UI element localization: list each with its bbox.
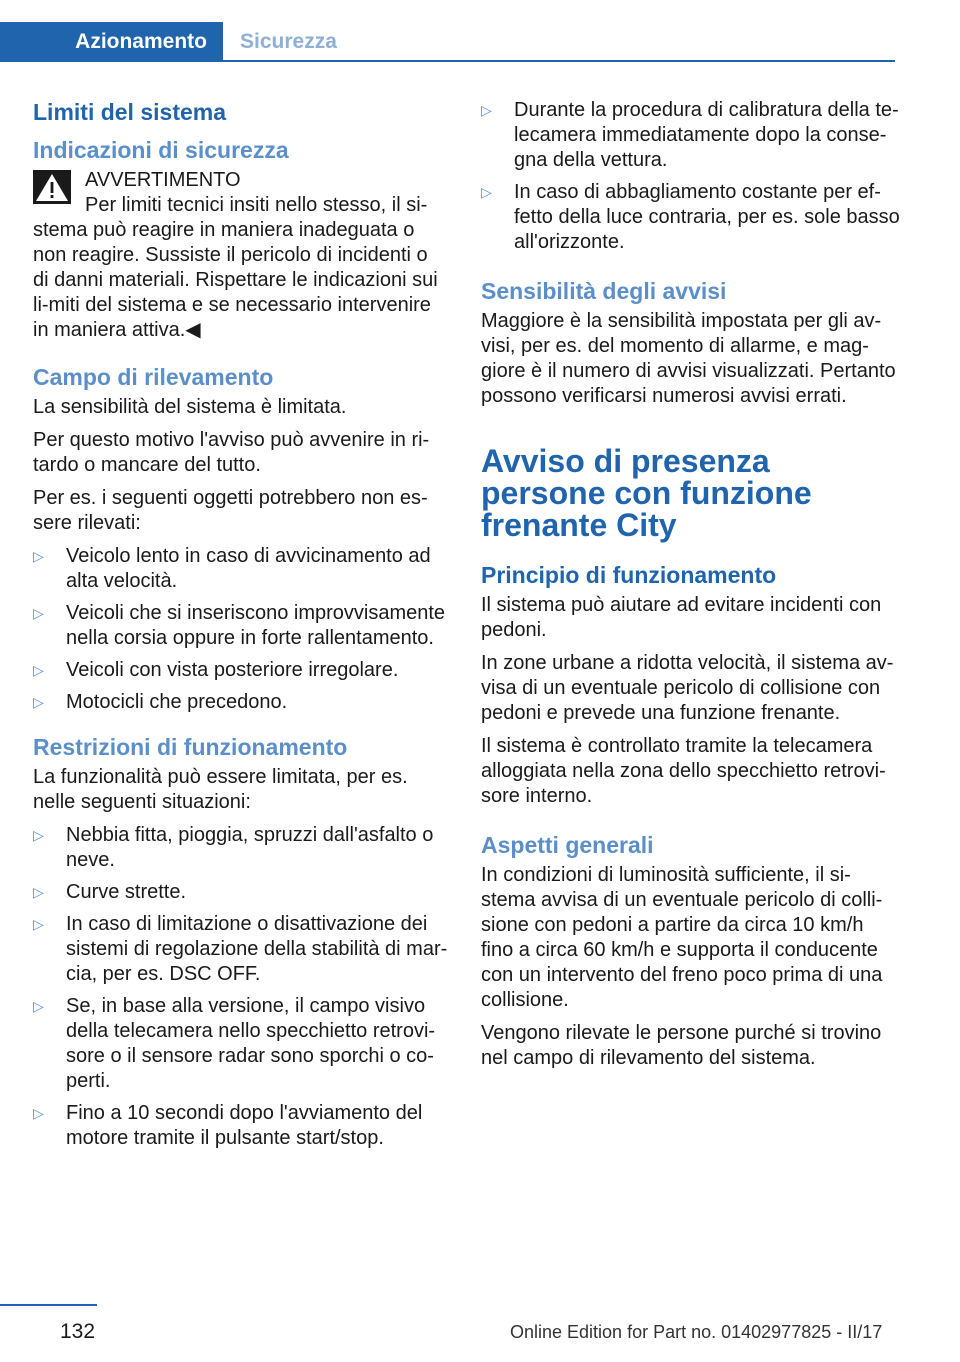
footer-divider <box>0 1304 97 1306</box>
paragraph: In zone urbane a ridotta velocità, il sistema av-visa di un eventuale pericolo di collisione con pedoni e prevede una funzione frenante. <box>481 652 894 724</box>
header-bar <box>0 0 960 62</box>
heading-system-limits: Limiti del sistema <box>33 99 227 125</box>
paragraph: Il sistema è controllato tramite la telecamera alloggiata nella zona dello specchietto retrovi-sore interno. <box>481 735 886 807</box>
warning-box <box>33 168 448 343</box>
list-item: ▷ Veicoli che si inseriscono improvvisamente nella corsia oppure in forte rallentamento. <box>33 602 446 649</box>
list-restrictions <box>33 823 448 1151</box>
paragraph: In condizioni di luminosità sufficiente, il si-stema avvisa di un eventuale pericolo di colli-sione con pedoni a partire da circa 10 km/h fino a circa 60 km/h e supporta il conducente con un intervento del freno poco prima di una collisione. <box>481 864 883 1011</box>
list-item: ▷ In caso di abbagliamento costante per ef-fetto della luce contraria, per es. sole basso all'orizzonte. <box>481 181 900 253</box>
list-item: ▷ Se, in base alla versione, il campo visivo della telecamera nello specchietto retrovi-sore o il sensore radar sono sporchi o co-perti. <box>33 995 436 1092</box>
warning-title: AVVERTIMENTO <box>85 169 241 191</box>
list-item: ▷ Motocicli che precedono. <box>33 691 288 713</box>
triangle-bullet-icon: ▷ <box>33 605 44 621</box>
heading-pedestrian-warning: Avviso di presenza persone con funzione frenante City <box>481 443 812 543</box>
paragraph: La funzionalità può essere limitata, per es. nelle seguenti situazioni: <box>33 766 408 813</box>
right-column <box>481 98 901 1079</box>
tab-azionamento[interactable]: Azionamento <box>0 22 223 62</box>
list-item: ▷ Veicolo lento in caso di avvicinamento ad alta velocità. <box>33 545 431 592</box>
page-number: 132 <box>60 1320 96 1343</box>
triangle-bullet-icon: ▷ <box>33 998 44 1014</box>
triangle-bullet-icon: ▷ <box>33 884 44 900</box>
paragraph: Maggiore è la sensibilità impostata per gli av-visi, per es. del momento di allarme, e mag-giore è il numero di avvisi visualizzati. Pertanto possono verificarsi numerosi avvisi errati. <box>481 310 896 407</box>
tab-sicurezza[interactable]: Sicurezza <box>240 30 337 53</box>
triangle-bullet-icon: ▷ <box>33 662 44 678</box>
paragraph: Per questo motivo l'avviso può avvenire in ri-tardo o mancare del tutto. <box>33 429 430 476</box>
list-restrictions-continued <box>481 98 901 255</box>
heading-general-aspects: Aspetti generali <box>481 832 654 858</box>
list-item: ▷ Curve strette. <box>33 881 187 903</box>
list-undetected-objects <box>33 544 448 715</box>
paragraph: Il sistema può aiutare ad evitare incidenti con pedoni. <box>481 594 882 641</box>
paragraph: La sensibilità del sistema è limitata. <box>33 396 347 418</box>
heading-safety-notes: Indicazioni di sicurezza <box>33 137 289 163</box>
triangle-bullet-icon: ▷ <box>481 102 492 118</box>
heading-warning-sensitivity: Sensibilità degli avvisi <box>481 278 727 304</box>
list-item: ▷ Fino a 10 secondi dopo l'avviamento del motore tramite il pulsante start/stop. <box>33 1102 423 1149</box>
heading-detection-range: Campo di rilevamento <box>33 364 274 390</box>
header-divider <box>223 60 895 62</box>
list-item: ▷ Veicoli con vista posteriore irregolare. <box>33 659 399 681</box>
triangle-bullet-icon: ▷ <box>33 1105 44 1121</box>
triangle-bullet-icon: ▷ <box>33 827 44 843</box>
triangle-bullet-icon: ▷ <box>33 916 44 932</box>
list-item: ▷ In caso di limitazione o disattivazione dei sistemi di regolazione della stabilità di mar-cia, per es. DSC OFF. <box>33 913 448 985</box>
warning-triangle-icon <box>33 170 71 204</box>
triangle-bullet-icon: ▷ <box>33 694 44 710</box>
warning-text: Per limiti tecnici insiti nello stesso, il si-stema può reagire in maniera inadeguata o non reagire. Sussiste il pericolo di incidenti o di danni materiali. Rispettare le indicazioni sui li-miti del sistema e se necessario intervenire in maniera attiva.◀ <box>33 194 438 341</box>
list-item: ▷ Durante la procedura di calibratura della te-lecamera immediatamente dopo la conse-gna della vettura. <box>481 99 899 171</box>
left-column <box>33 98 448 1161</box>
triangle-bullet-icon: ▷ <box>481 184 492 200</box>
heading-restrictions: Restrizioni di funzionamento <box>33 734 348 760</box>
paragraph: Per es. i seguenti oggetti potrebbero non es-sere rilevati: <box>33 487 428 534</box>
edition-note: Online Edition for Part no. 01402977825 - II/17 <box>510 1322 883 1342</box>
list-item: ▷ Nebbia fitta, pioggia, spruzzi dall'asfalto o neve. <box>33 824 434 871</box>
triangle-bullet-icon: ▷ <box>33 548 44 564</box>
heading-operating-principle: Principio di funzionamento <box>481 562 777 588</box>
paragraph: Vengono rilevate le persone purché si trovino nel campo di rilevamento del sistema. <box>481 1022 882 1069</box>
